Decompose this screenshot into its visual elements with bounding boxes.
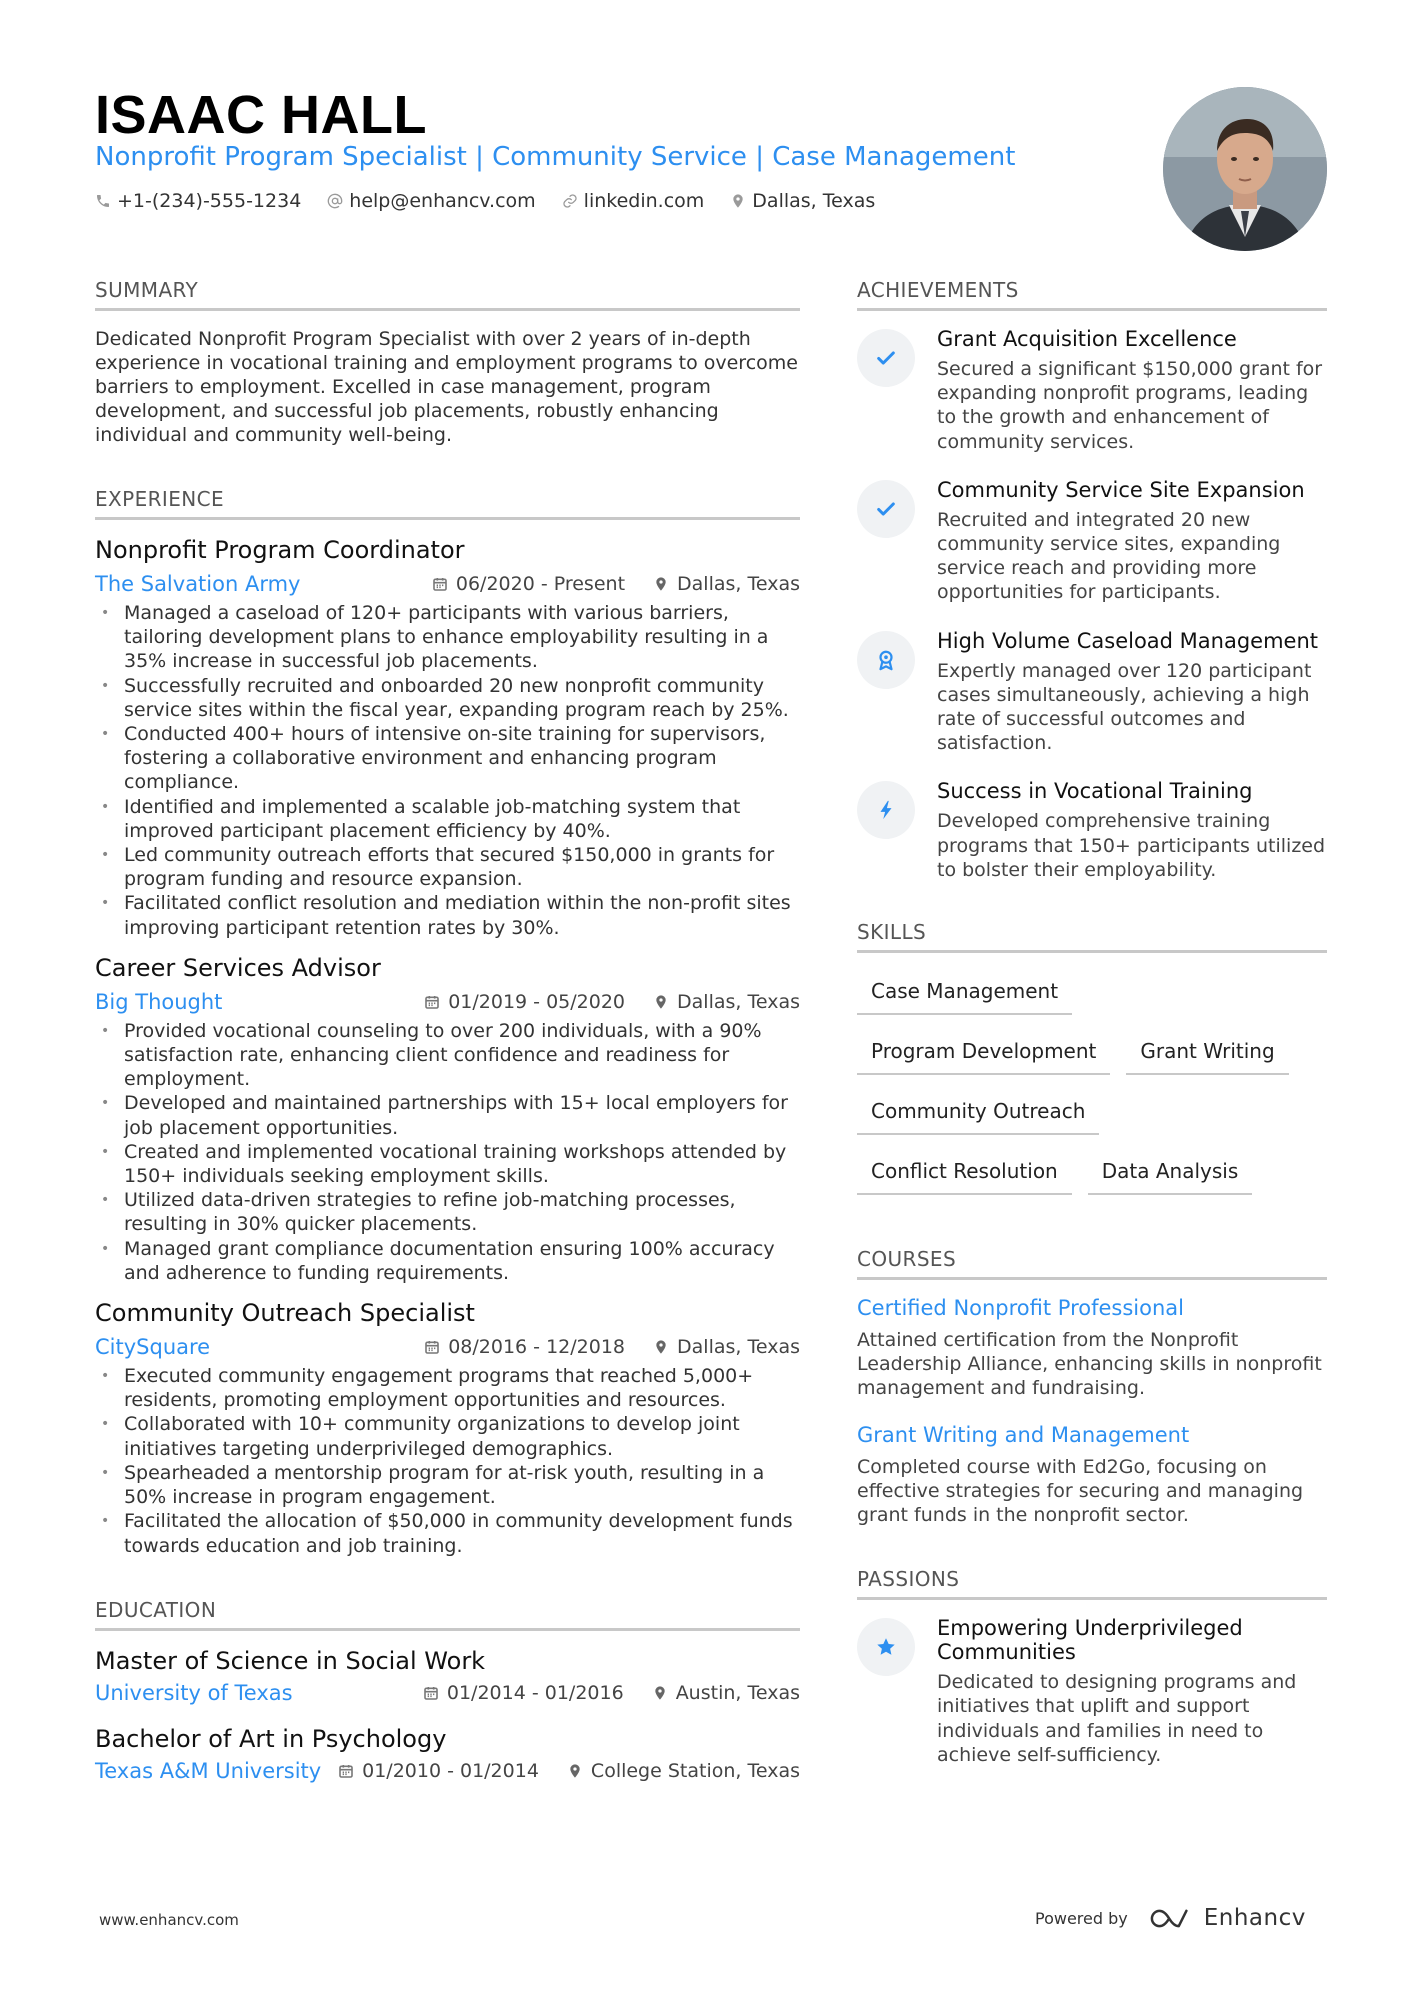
job-bullet: • Managed a caseload of 120+ participants with various barriers, tailoring development plans to enhance employability resulting in a 35% increase in successful job placements.: [95, 601, 800, 674]
skill-tag: Case Management: [857, 969, 1072, 1015]
job-location-text: Dallas, Texas: [677, 573, 800, 595]
skills-heading: SKILLS: [857, 920, 1327, 953]
job-title: Nonprofit Program Coordinator: [95, 536, 465, 564]
course-title[interactable]: Certified Nonprofit Professional: [857, 1296, 1184, 1321]
education-location: [652, 1682, 800, 1704]
location-pin-icon: [652, 1685, 668, 1701]
job-location-text: Dallas, Texas: [677, 1336, 800, 1359]
job-bullet: • Collaborated with 10+ community organizations to develop joint initiatives targeting underprivileged demographics.: [95, 1412, 800, 1460]
education-entry: [95, 1725, 800, 1783]
star-icon: [875, 1636, 897, 1658]
calendar-icon: [432, 576, 448, 592]
job-bullet: • Successfully recruited and onboarded 20 new nonprofit community service sites within the fiscal year, expanding program reach by 25%.: [95, 674, 800, 722]
job-bullet: • Led community outreach efforts that secured $150,000 in grants for program funding and resource expansion.: [95, 843, 800, 891]
company-name[interactable]: The Salvation Army: [95, 572, 301, 596]
location-pin-icon: [653, 994, 669, 1010]
achievement-item: [857, 327, 1327, 454]
linkedin-text: linkedin.com: [583, 190, 705, 212]
location-text: Dallas, Texas: [752, 190, 876, 212]
job-bullets: [95, 1019, 800, 1285]
enhancv-logo[interactable]: [1150, 1905, 1306, 1931]
location-pin-icon: [567, 1763, 583, 1779]
profile-photo: [1163, 87, 1327, 251]
passion-icon-badge: [857, 1618, 915, 1676]
course-description: Completed course with Ed2Go, focusing on effective strategies for securing and managing grant funds in the nonprofit sector.: [857, 1455, 1304, 1527]
job-location-text: Dallas, Texas: [677, 990, 800, 1013]
job-bullet: • Developed and maintained partnerships with 15+ local employers for job placement opportunities.: [95, 1091, 800, 1139]
job-bullet: • Identified and implemented a scalable job-matching system that improved participant placement efficiency by 40%.: [95, 795, 800, 843]
job-bullet: • Provided vocational counseling to over 200 individuals, with a 90% satisfaction rate, enhancing client confidence and readiness for employment.: [95, 1019, 800, 1092]
email-text: help@enhancv.com: [349, 190, 536, 212]
job-dates: [424, 1336, 625, 1358]
brand-name: Enhancv: [1203, 1905, 1306, 1931]
skill-tag: Program Development: [857, 1029, 1110, 1075]
job-meta: [95, 990, 800, 1014]
job-bullet: • Executed community engagement programs that reached 5,000+ residents, promoting employment opportunities and resources.: [95, 1364, 800, 1412]
job-title: Career Services Advisor: [95, 953, 381, 982]
job-dates: [424, 991, 625, 1013]
passion-title: Empowering Underprivileged Communities: [937, 1616, 1243, 1665]
achievement-title: High Volume Caseload Management: [937, 628, 1319, 653]
calendar-icon: [423, 1685, 439, 1701]
portrait-illustration: [1163, 87, 1327, 251]
enhancv-logo-icon: [1150, 1907, 1196, 1930]
course-item: [857, 1423, 1327, 1528]
calendar-icon: [338, 1763, 354, 1779]
courses-heading: COURSES: [857, 1247, 1327, 1280]
job-meta: [95, 572, 800, 596]
education-dates-text: 01/2014 - 01/2016: [446, 1681, 624, 1704]
contact-linkedin[interactable]: [562, 190, 705, 212]
achievement-description: Recruited and integrated 20 new community service sites, expanding service reach and providing more opportunities for participants.: [937, 508, 1281, 604]
job-dates-text: 01/2019 - 05/2020: [448, 990, 626, 1013]
education-location-text: College Station, Texas: [590, 1759, 800, 1782]
achievement-icon-badge: [857, 480, 915, 538]
job-bullet: • Facilitated conflict resolution and mediation within the non-profit sites improving participant retention rates by 30%.: [95, 891, 800, 939]
location-pin-icon: [653, 1339, 669, 1355]
school-name[interactable]: University of Texas: [95, 1680, 293, 1705]
job-bullets: [95, 1364, 800, 1558]
skills-list: [857, 969, 1327, 1209]
lightning-icon: [875, 799, 897, 821]
education-dates-text: 01/2010 - 01/2014: [362, 1759, 539, 1782]
achievement-title: Community Service Site Expansion: [937, 477, 1305, 502]
achievement-icon-badge: [857, 781, 915, 839]
education-entry: [95, 1647, 800, 1705]
education-meta: [95, 1681, 800, 1705]
contact-phone[interactable]: [95, 190, 301, 212]
achievement-icon-badge: [857, 631, 915, 689]
degree-title: Bachelor of Art in Psychology: [95, 1724, 447, 1753]
skill-tag: Grant Writing: [1126, 1029, 1288, 1075]
job-title: Community Outreach Specialist: [95, 1299, 475, 1328]
passions-heading: PASSIONS: [857, 1567, 1327, 1600]
job-location: [653, 1336, 800, 1358]
experience-entry: [95, 536, 800, 940]
company-name[interactable]: CitySquare: [95, 1335, 211, 1360]
check-icon: [875, 498, 897, 520]
company-name[interactable]: Big Thought: [95, 989, 223, 1014]
right-column: [857, 278, 1327, 1791]
job-bullet: • Utilized data-driven strategies to refine job-matching processes, resulting in 30% quicker placements.: [95, 1188, 800, 1236]
job-bullet: • Created and implemented vocational training workshops attended by 150+ individuals seeking employment skills.: [95, 1140, 800, 1188]
job-dates-text: 08/2016 - 12/2018: [448, 1336, 626, 1359]
achievement-icon-badge: [857, 329, 915, 387]
achievement-title: Success in Vocational Training: [937, 779, 1253, 804]
achievements-heading: ACHIEVEMENTS: [857, 278, 1327, 311]
powered-by-label: Powered by: [1035, 1908, 1128, 1928]
job-bullet: • Spearheaded a mentorship program for at-risk youth, resulting in a 50% increase in program engagement.: [95, 1461, 800, 1509]
job-bullet: • Managed grant compliance documentation ensuring 100% accuracy and adherence to funding requirements.: [95, 1237, 800, 1285]
course-description: Attained certification from the Nonprofit Leadership Alliance, enhancing skills in nonprofit management and fundraising.: [857, 1329, 1322, 1400]
calendar-icon: [424, 994, 440, 1010]
phone-text: +1-(234)-555-1234: [117, 190, 302, 212]
education-dates: [423, 1682, 624, 1704]
achievement-title: Grant Acquisition Excellence: [937, 327, 1237, 351]
skill-tag: Conflict Resolution: [857, 1149, 1072, 1195]
skill-tag: Data Analysis: [1088, 1149, 1253, 1195]
candidate-name: ISAAC HALL: [95, 85, 427, 145]
experience-entry: [95, 954, 800, 1285]
achievement-description: Secured a significant $150,000 grant for expanding nonprofit programs, leading to the growth and enhancement of community services.: [937, 358, 1323, 453]
achievement-item: [857, 629, 1327, 756]
achievement-description: Expertly managed over 120 participant cases simultaneously, achieving a high rate of successful outcomes and satisfaction.: [937, 659, 1312, 755]
calendar-icon: [424, 1339, 440, 1355]
at-icon: [327, 193, 343, 209]
degree-title: Master of Science in Social Work: [95, 1646, 486, 1675]
school-name[interactable]: Texas A&M University: [95, 1758, 322, 1783]
achievement-item: [857, 779, 1327, 882]
skill-tag: Community Outreach: [857, 1089, 1099, 1135]
experience-heading: EXPERIENCE: [95, 487, 800, 520]
footer-website[interactable]: www.enhancv.com: [99, 1911, 239, 1929]
education-location-text: Austin, Texas: [675, 1681, 800, 1704]
course-item: [857, 1296, 1327, 1401]
award-icon: [875, 649, 897, 671]
footer-branding: [1035, 1905, 1306, 1931]
job-location: [653, 573, 800, 595]
job-dates-text: 06/2020 - Present: [455, 573, 626, 595]
achievement-item: [857, 478, 1327, 605]
summary-text: Dedicated Nonprofit Program Specialist with over 2 years of in-depth experience in vocational training and employment programs to overcome barriers to employment. Excelled in case management, program development, and successful job placements, robustly enhancing individual and community well-being.: [95, 328, 798, 446]
job-dates: [432, 573, 625, 595]
job-bullets: [95, 601, 800, 940]
location-pin-icon: [730, 193, 746, 209]
check-icon: [875, 347, 897, 369]
summary-heading: SUMMARY: [95, 278, 800, 311]
contact-email[interactable]: [327, 190, 535, 212]
job-meta: [95, 1335, 800, 1359]
education-meta: [95, 1759, 800, 1783]
contact-row: [95, 190, 875, 212]
location-pin-icon: [653, 576, 669, 592]
headline: Nonprofit Program Specialist | Community Service | Case Management: [95, 142, 1016, 172]
education-dates: [338, 1760, 539, 1782]
education-location: [567, 1760, 800, 1782]
experience-entry: [95, 1299, 800, 1558]
passion-item: [857, 1616, 1327, 1767]
job-location: [653, 991, 800, 1013]
left-column: [95, 278, 800, 1803]
contact-location: [730, 190, 875, 212]
phone-icon: [95, 193, 111, 209]
job-bullet: • Conducted 400+ hours of intensive on-site training for supervisors, fostering a collaborative environment and enhancing program compliance.: [95, 722, 800, 795]
education-heading: EDUCATION: [95, 1598, 800, 1631]
passion-description: Dedicated to designing programs and initiatives that uplift and support individuals and families in need to achieve self-sufficiency.: [937, 1671, 1297, 1766]
job-bullet: • Facilitated the allocation of $50,000 in community development funds towards education and job training.: [95, 1509, 800, 1557]
course-title[interactable]: Grant Writing and Management: [857, 1422, 1190, 1447]
achievement-description: Developed comprehensive training programs that 150+ participants utilized to bolster their employability.: [937, 810, 1326, 881]
link-icon: [562, 193, 578, 209]
